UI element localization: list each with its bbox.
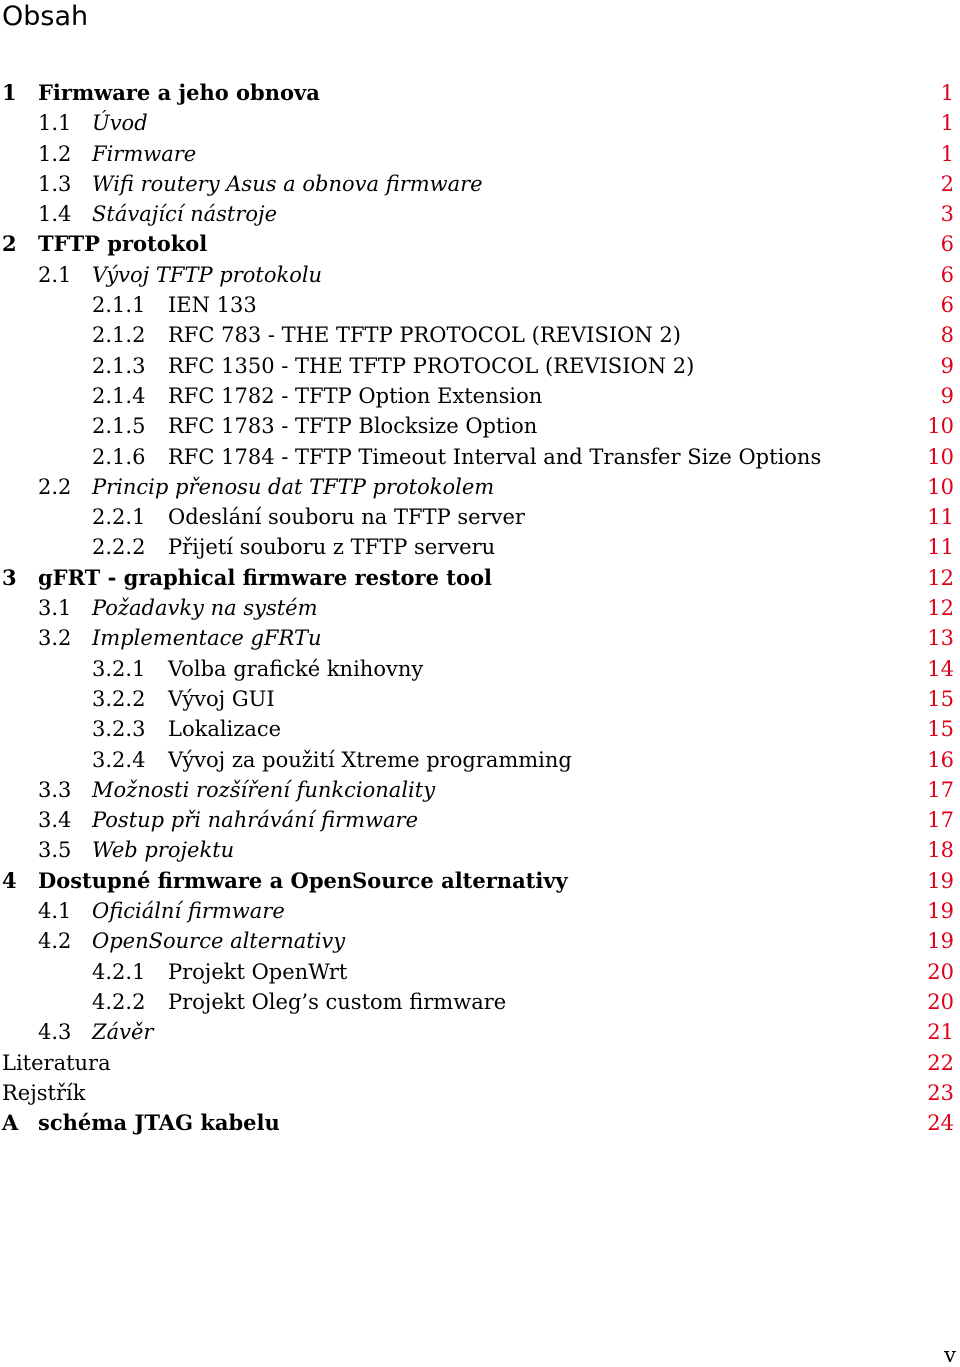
toc-entry-page-link[interactable]: 19 — [927, 899, 954, 924]
toc-entry-page-link[interactable]: 14 — [927, 656, 954, 681]
toc-entry[interactable] — [0, 381, 958, 411]
toc-entry-page-link[interactable]: 18 — [927, 838, 954, 863]
toc-entry[interactable] — [0, 78, 958, 108]
toc-entry-number: 3.2.1 — [92, 656, 146, 681]
toc-entry-title[interactable]: RFC 783 - THE TFTP PROTOCOL (REVISION 2) — [168, 320, 687, 350]
toc-entry-page-link[interactable]: 24 — [927, 1111, 954, 1136]
toc-entry-title[interactable]: RFC 1782 - TFTP Option Extension — [168, 381, 548, 411]
toc-entry-page-link[interactable]: 6 — [940, 293, 954, 318]
table-of-contents — [0, 78, 958, 1138]
toc-entry-page-link[interactable]: 15 — [927, 686, 954, 711]
toc-entry-title[interactable]: gFRT - graphical firmware restore tool — [38, 563, 498, 593]
toc-entry-number: 1.2 — [38, 141, 72, 166]
toc-entry-number: 3 — [2, 564, 17, 590]
toc-entry-title[interactable]: Přijetí souboru z TFTP serveru — [168, 532, 501, 562]
toc-entry-page-link[interactable]: 9 — [940, 353, 954, 378]
toc-entry-title[interactable]: Vývoj za použití Xtreme programming — [168, 745, 578, 775]
toc-entry-number: 3.3 — [38, 777, 72, 802]
toc-entry-number: 1.3 — [38, 171, 72, 196]
toc-entry[interactable] — [0, 320, 958, 350]
toc-entry-page-link[interactable]: 1 — [940, 81, 954, 105]
toc-entry[interactable] — [0, 896, 958, 926]
toc-entry-page-link[interactable]: 17 — [927, 808, 954, 833]
toc-entry-number: 2.1.1 — [92, 293, 146, 318]
toc-entry[interactable] — [0, 654, 958, 684]
toc-entry-page-link[interactable]: 1 — [940, 111, 954, 136]
toc-entry[interactable] — [0, 987, 958, 1017]
toc-entry-page-link[interactable]: 2 — [940, 171, 954, 196]
toc-entry-number: 2.1.4 — [92, 383, 146, 408]
toc-entry-title[interactable]: Lokalizace — [168, 714, 287, 744]
toc-entry-page-link[interactable]: 12 — [927, 596, 954, 621]
page-title: Obsah — [2, 1, 89, 32]
toc-entry-title[interactable]: Firmware — [92, 139, 202, 169]
toc-entry[interactable] — [0, 472, 958, 502]
toc-entry[interactable] — [0, 805, 958, 835]
toc-entry-number: 4.2.1 — [92, 959, 146, 984]
toc-entry-title[interactable]: Možnosti rozšíření funkcionality — [92, 775, 441, 805]
toc-entry[interactable] — [0, 1017, 958, 1047]
toc-entry[interactable] — [0, 957, 958, 987]
toc-entry-page-link[interactable]: 19 — [927, 868, 954, 893]
toc-entry[interactable] — [0, 926, 958, 956]
toc-entry-page-link[interactable]: 16 — [927, 747, 954, 772]
toc-entry[interactable] — [0, 775, 958, 805]
toc-entry-title[interactable]: Implementace gFRTu — [92, 623, 327, 653]
toc-entry-number: 3.2.3 — [92, 717, 146, 742]
toc-entry[interactable] — [0, 1078, 958, 1108]
toc-entry[interactable] — [0, 684, 958, 714]
toc-entry-page-link[interactable]: 10 — [927, 444, 954, 469]
toc-entry-number: 4.2 — [38, 929, 72, 954]
toc-entry-page-link[interactable]: 12 — [927, 565, 954, 590]
toc-entry-page-link[interactable]: 13 — [927, 626, 954, 651]
toc-entry-number: 2.1.5 — [92, 414, 146, 439]
toc-entry-page-link[interactable]: 17 — [927, 777, 954, 802]
toc-entry-title[interactable]: OpenSource alternativy — [92, 926, 351, 956]
toc-entry-title[interactable]: Firmware a jeho obnova — [38, 78, 326, 108]
toc-entry-page-link[interactable]: 20 — [927, 989, 954, 1014]
toc-entry[interactable] — [0, 532, 958, 562]
toc-entry-number: 2.2 — [38, 474, 72, 499]
toc-entry-title[interactable]: IEN 133 — [168, 290, 263, 320]
toc-entry-number: 3.4 — [38, 808, 72, 833]
toc-entry-number: 2.2.2 — [92, 535, 146, 560]
toc-entry[interactable] — [0, 290, 958, 320]
toc-entry-title[interactable]: Rejstřík — [2, 1078, 91, 1108]
toc-entry-number: 3.2.4 — [92, 747, 146, 772]
toc-entry-page-link[interactable]: 11 — [927, 505, 954, 530]
toc-entry-title[interactable]: Postup při nahrávání firmware — [92, 805, 424, 835]
toc-entry-title[interactable]: Požadavky na systém — [92, 593, 324, 623]
toc-entry-number: 1.4 — [38, 202, 72, 227]
toc-entry[interactable] — [0, 260, 958, 290]
toc-entry-title[interactable]: RFC 1783 - TFTP Blocksize Option — [168, 411, 543, 441]
toc-entry[interactable] — [0, 563, 958, 593]
toc-entry-title[interactable]: Volba grafické knihovny — [168, 654, 429, 684]
toc-entry-title[interactable]: schéma JTAG kabelu — [38, 1108, 286, 1138]
toc-entry-title[interactable]: RFC 1784 - TFTP Timeout Interval and Transfer Size Options — [168, 442, 827, 472]
toc-entry-number: 1 — [2, 80, 17, 105]
toc-entry-title[interactable]: Stávající nástroje — [92, 199, 283, 229]
toc-entry-number: 2.1.2 — [92, 323, 146, 348]
toc-entry[interactable] — [0, 623, 958, 653]
toc-entry-page-link[interactable]: 21 — [927, 1020, 954, 1045]
toc-entry-title[interactable]: Vývoj GUI — [168, 684, 281, 714]
toc-entry-page-link[interactable]: 11 — [927, 535, 954, 560]
toc-entry-number: 3.5 — [38, 838, 72, 863]
toc-entry-number: 2.2.1 — [92, 505, 146, 530]
toc-entry[interactable] — [0, 593, 958, 623]
toc-entry[interactable] — [0, 139, 958, 169]
page-number: v — [944, 1343, 956, 1367]
toc-entry-title[interactable]: TFTP protokol — [38, 229, 213, 259]
toc-entry-title[interactable]: Literatura — [2, 1048, 117, 1078]
toc-entry[interactable] — [0, 745, 958, 775]
toc-entry[interactable] — [0, 199, 958, 229]
toc-entry[interactable] — [0, 442, 958, 472]
toc-entry-number: 2.1 — [38, 262, 72, 287]
toc-entry[interactable] — [0, 866, 958, 896]
toc-entry[interactable] — [0, 714, 958, 744]
toc-entry-page-link[interactable]: 6 — [940, 232, 954, 257]
toc-entry-page-link[interactable]: 19 — [927, 929, 954, 954]
toc-entry-number: 4 — [2, 867, 17, 893]
toc-entry-page-link[interactable]: 10 — [927, 474, 954, 499]
toc-entry-page-link[interactable]: 6 — [940, 262, 954, 287]
toc-entry-number: 4.3 — [38, 1020, 72, 1045]
toc-entry[interactable] — [0, 1108, 958, 1138]
toc-entry-title[interactable]: Úvod — [92, 108, 154, 138]
toc-entry-page-link[interactable]: 8 — [940, 323, 954, 348]
toc-entry-page-link[interactable]: 3 — [940, 202, 954, 227]
toc-entry[interactable] — [0, 169, 958, 199]
toc-entry-title[interactable]: Projekt Oleg’s custom firmware — [168, 987, 512, 1017]
toc-entry-page-link[interactable]: 10 — [927, 414, 954, 439]
toc-entry-page-link[interactable]: 1 — [940, 141, 954, 166]
toc-entry[interactable] — [0, 108, 958, 138]
toc-entry[interactable] — [0, 1048, 958, 1078]
toc-entry-number: 4.2.2 — [92, 989, 146, 1014]
toc-entry-title[interactable]: RFC 1350 - THE TFTP PROTOCOL (REVISION 2) — [168, 351, 700, 381]
toc-entry-number: 2 — [2, 231, 17, 257]
toc-entry-page-link[interactable]: 20 — [927, 959, 954, 984]
toc-entry-title[interactable]: Dostupné firmware a OpenSource alternativy — [38, 866, 574, 896]
toc-entry-title[interactable]: Wifi routery Asus a obnova firmware — [92, 169, 489, 199]
toc-entry-page-link[interactable]: 22 — [927, 1050, 954, 1075]
toc-entry-page-link[interactable]: 15 — [927, 717, 954, 742]
toc-entry-number: 3.2.2 — [92, 686, 146, 711]
toc-entry[interactable] — [0, 835, 958, 865]
toc-entry[interactable] — [0, 502, 958, 532]
toc-entry[interactable] — [0, 411, 958, 441]
toc-entry-title[interactable]: Oficiální firmware — [92, 896, 291, 926]
toc-entry-number: 3.2 — [38, 626, 72, 651]
toc-entry-number: 3.1 — [38, 596, 72, 621]
toc-entry-number: 2.1.6 — [92, 444, 146, 469]
toc-entry-title[interactable]: Princip přenosu dat TFTP protokolem — [92, 472, 500, 502]
toc-entry-number: A — [2, 1110, 19, 1136]
toc-entry[interactable] — [0, 229, 958, 259]
toc-entry-number: 4.1 — [38, 899, 72, 924]
toc-entry-page-link[interactable]: 23 — [927, 1080, 954, 1105]
toc-entry-number: 2.1.3 — [92, 353, 146, 378]
toc-entry-title[interactable]: Web projektu — [92, 835, 240, 865]
toc-entry-page-link[interactable]: 9 — [940, 383, 954, 408]
toc-entry-title[interactable]: Odeslání souboru na TFTP server — [168, 502, 531, 532]
toc-entry[interactable] — [0, 351, 958, 381]
toc-entry-title[interactable]: Vývoj TFTP protokolu — [92, 260, 328, 290]
toc-entry-title[interactable]: Projekt OpenWrt — [168, 957, 353, 987]
toc-entry-title[interactable]: Závěr — [92, 1017, 159, 1047]
toc-entry-number: 1.1 — [38, 111, 72, 136]
